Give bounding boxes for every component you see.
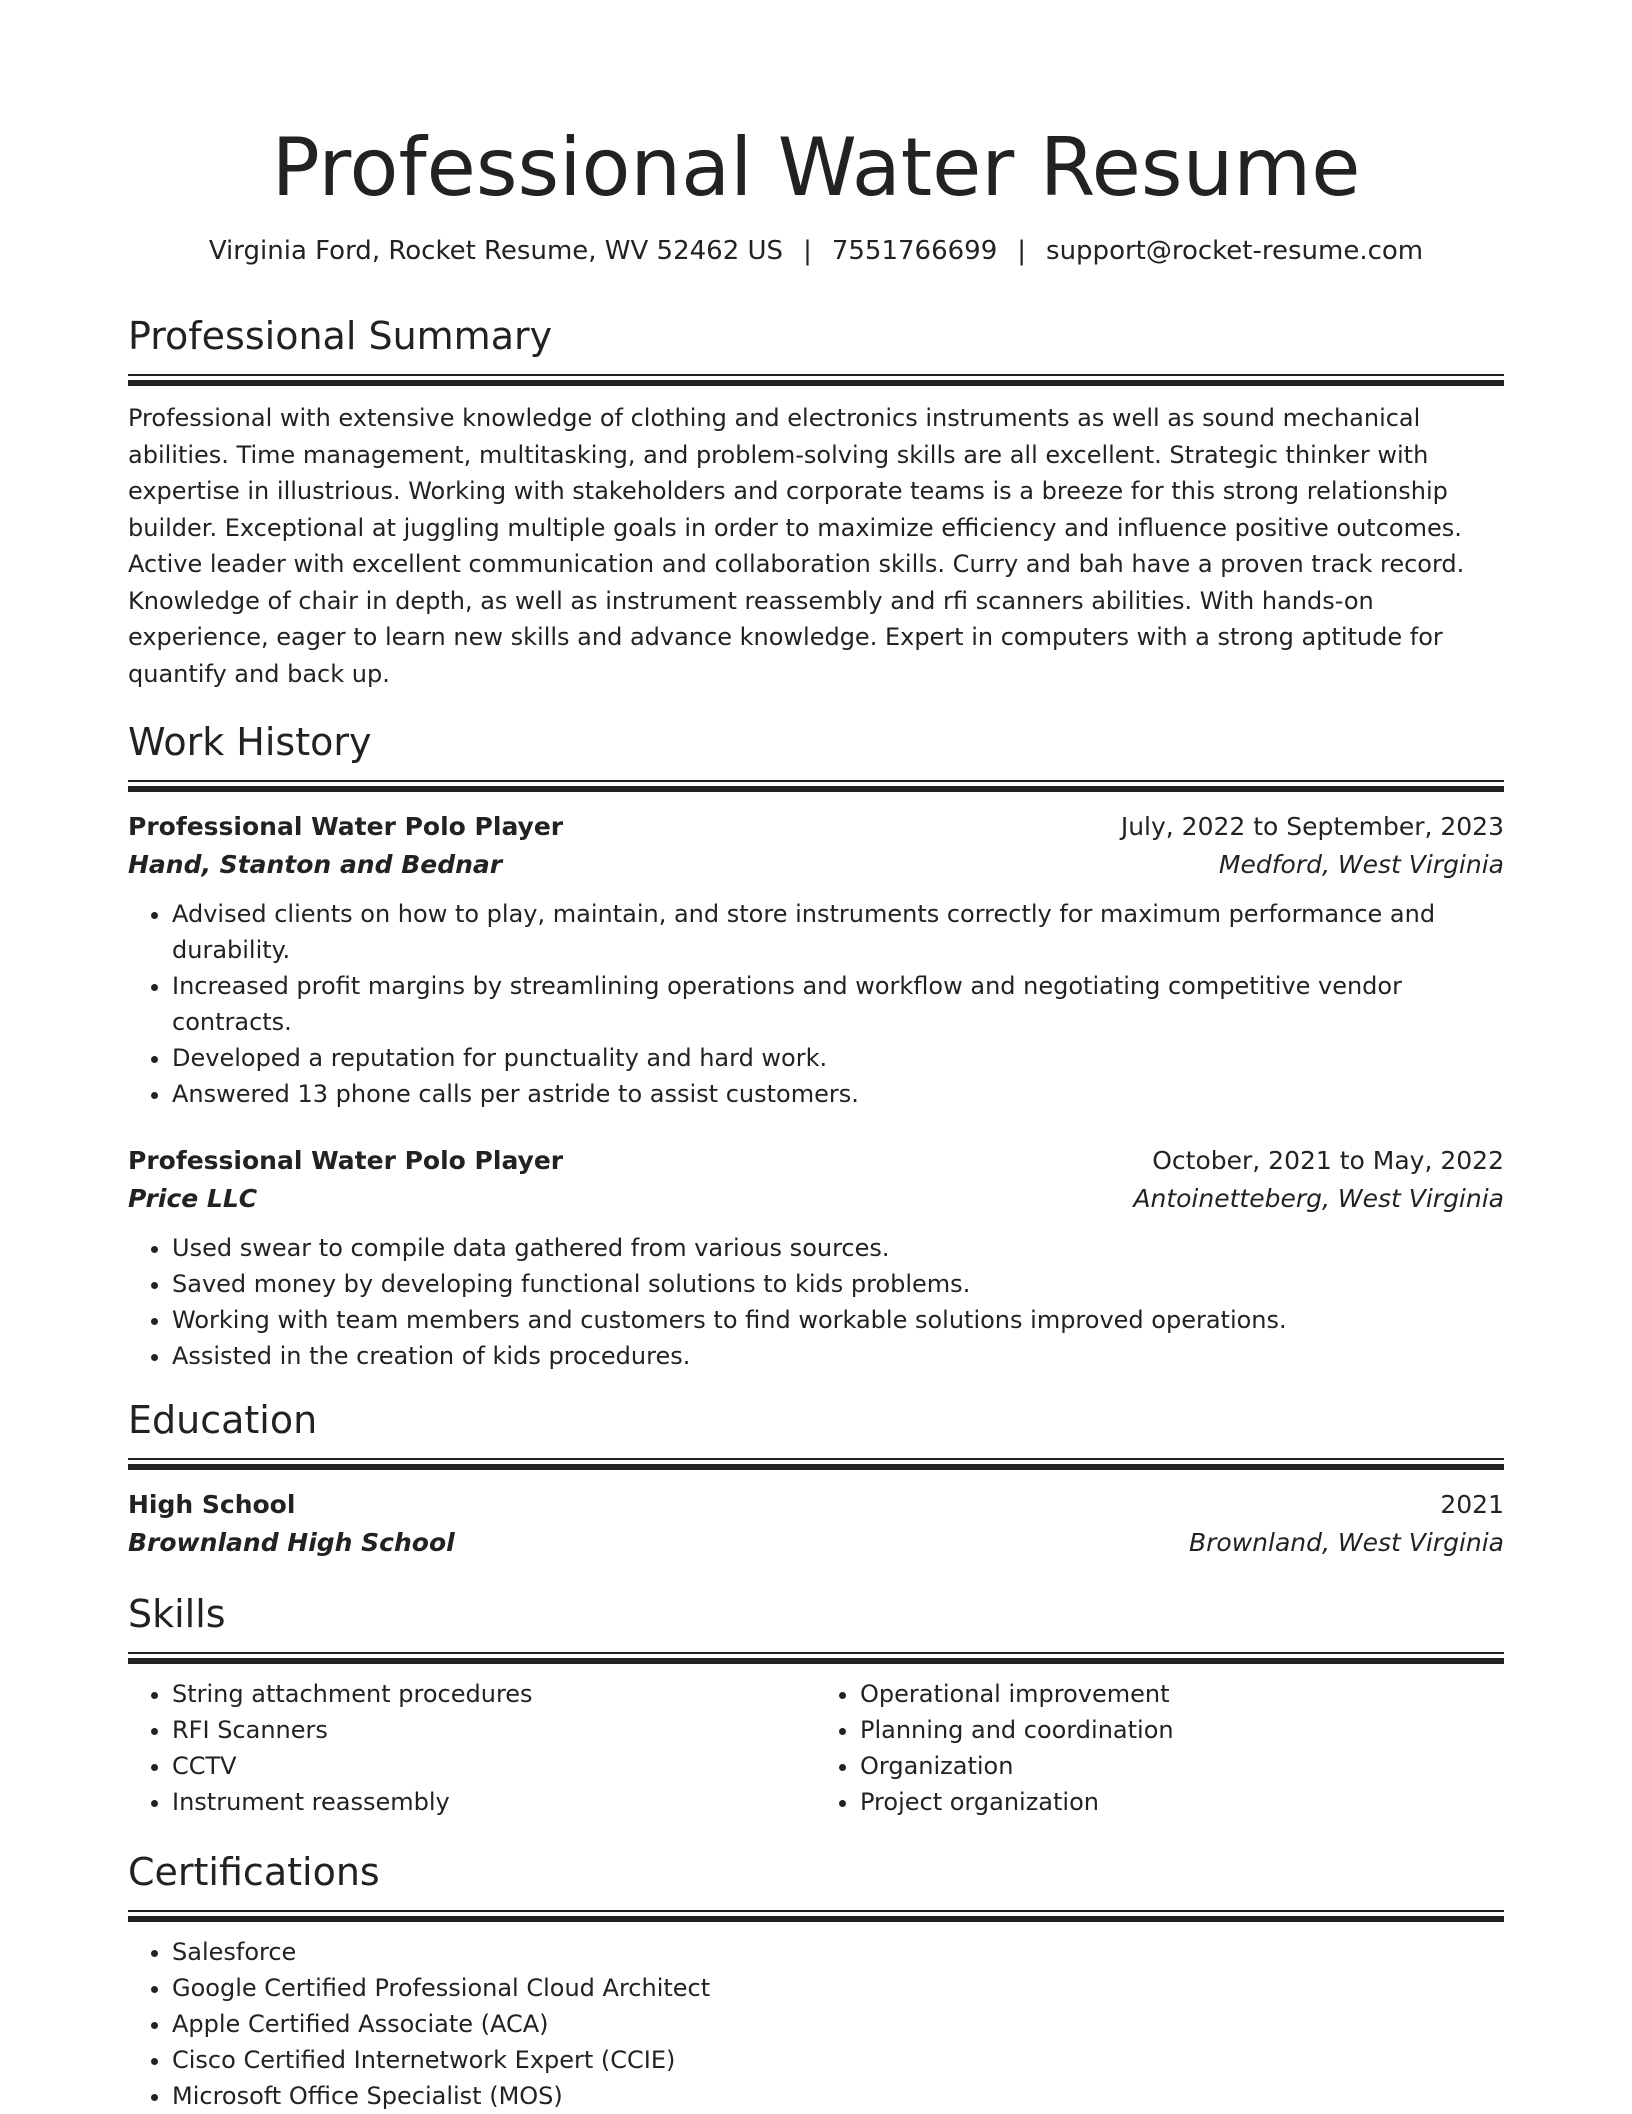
- section-divider: [128, 1652, 1504, 1664]
- skills-grid: [128, 1664, 1504, 1820]
- certifications-list: [128, 1934, 1504, 2114]
- job-entry: [128, 1142, 1504, 1374]
- certifications-section: [128, 1848, 1504, 2114]
- list-item: • Used swear to compile data gathered from various sources.: [172, 1230, 1504, 1266]
- list-item: • Organization: [860, 1748, 1504, 1784]
- section-heading-work-history: Work History: [128, 720, 372, 764]
- job-location: Antoinetteberg, West Virginia: [1133, 1184, 1504, 1213]
- education-entry: [128, 1486, 1504, 1562]
- list-item: • Operational improvement: [860, 1676, 1504, 1712]
- list-item: • Google Certified Professional Cloud Architect: [172, 1970, 1504, 2006]
- job-title: Professional Water Polo Player: [128, 812, 564, 841]
- contact-phone: 7551766699: [831, 236, 998, 266]
- summary-text: Professional with extensive knowledge of clothing and electronics instruments as well as sound mechanical abilities. Time management, multitasking, and problem-solving skills are all excellent. Strategic thinker with expertise in illustrious. Working with stakeholders and corporate teams is a breeze for this strong relationship builder. Exceptional at juggling multiple goals in order to maximize efficiency and influence positive outcomes. Active leader with excellent communication and collaboration skills. Curry and bah have a proven track record. Knowledge of chair in depth, as well as instrument reassembly and rfi scanners abilities. With hands-on experience, eager to learn new skills and advance knowledge. Expert in computers with a strong aptitude for quantify and back up.: [128, 404, 1465, 688]
- list-item: • Assisted in the creation of kids procedures.: [172, 1338, 1504, 1374]
- contact-address: Virginia Ford, Rocket Resume, WV 52462 US: [208, 236, 784, 266]
- list-item: • String attachment procedures: [172, 1676, 816, 1712]
- list-item: • Planning and coordination: [860, 1712, 1504, 1748]
- contact-separator: |: [1017, 236, 1027, 266]
- job-title: Professional Water Polo Player: [128, 1146, 564, 1175]
- skills-list-right: [816, 1676, 1504, 1820]
- job-dates: October, 2021 to May, 2022: [1152, 1146, 1504, 1175]
- job-location: Medford, West Virginia: [1218, 850, 1504, 879]
- list-item: • Developed a reputation for punctuality and hard work.: [172, 1040, 1504, 1076]
- contact-email[interactable]: support@rocket-resume.com: [1046, 236, 1424, 266]
- section-divider: [128, 780, 1504, 792]
- education-year: 2021: [1440, 1490, 1504, 1519]
- education-school: Brownland High School: [128, 1528, 455, 1557]
- summary-section: [128, 312, 1504, 692]
- contact-line: [128, 234, 1504, 268]
- list-item: • Answered 13 phone calls per astride to assist customers.: [172, 1076, 1504, 1112]
- section-divider: [128, 1910, 1504, 1922]
- list-item: • Working with team members and customers to find workable solutions improved operations.: [172, 1302, 1504, 1338]
- list-item: • Apple Certified Associate (ACA): [172, 2006, 1504, 2042]
- education-location: Brownland, West Virginia: [1188, 1528, 1504, 1557]
- list-item: • Instrument reassembly: [172, 1784, 816, 1820]
- section-divider: [128, 374, 1504, 386]
- job-entry: [128, 808, 1504, 1112]
- list-item: • Project organization: [860, 1784, 1504, 1820]
- contact-separator: |: [803, 236, 812, 266]
- skills-section: [128, 1590, 1504, 1820]
- section-heading-skills: Skills: [128, 1592, 226, 1636]
- skills-list-left: [128, 1676, 816, 1820]
- education-degree: High School: [128, 1490, 296, 1519]
- resume-title: Professional Water Resume: [271, 121, 1361, 214]
- list-item: • CCTV: [172, 1748, 816, 1784]
- job-dates: July, 2022 to September, 2023: [1120, 812, 1504, 841]
- section-heading-summary: Professional Summary: [128, 314, 553, 358]
- list-item: • Advised clients on how to play, maintain, and store instruments correctly for maximum performance and durability.: [172, 896, 1504, 968]
- job-company: Price LLC: [128, 1184, 258, 1213]
- list-item: • Saved money by developing functional solutions to kids problems.: [172, 1266, 1504, 1302]
- education-section: [128, 1396, 1504, 1562]
- list-item: • Increased profit margins by streamlining operations and workflow and negotiating competitive vendor contracts.: [172, 968, 1504, 1040]
- list-item: • Salesforce: [172, 1934, 1504, 1970]
- list-item: • RFI Scanners: [172, 1712, 816, 1748]
- section-heading-education: Education: [128, 1398, 318, 1442]
- list-item: • Microsoft Office Specialist (MOS): [172, 2078, 1504, 2114]
- work-history-section: [128, 718, 1504, 1374]
- section-divider: [128, 1458, 1504, 1470]
- list-item: • Cisco Certified Internetwork Expert (CCIE): [172, 2042, 1504, 2078]
- job-bullets: [128, 896, 1504, 1112]
- section-heading-certifications: Certifications: [128, 1850, 380, 1894]
- job-bullets: [128, 1230, 1504, 1374]
- job-company: Hand, Stanton and Bednar: [128, 850, 503, 879]
